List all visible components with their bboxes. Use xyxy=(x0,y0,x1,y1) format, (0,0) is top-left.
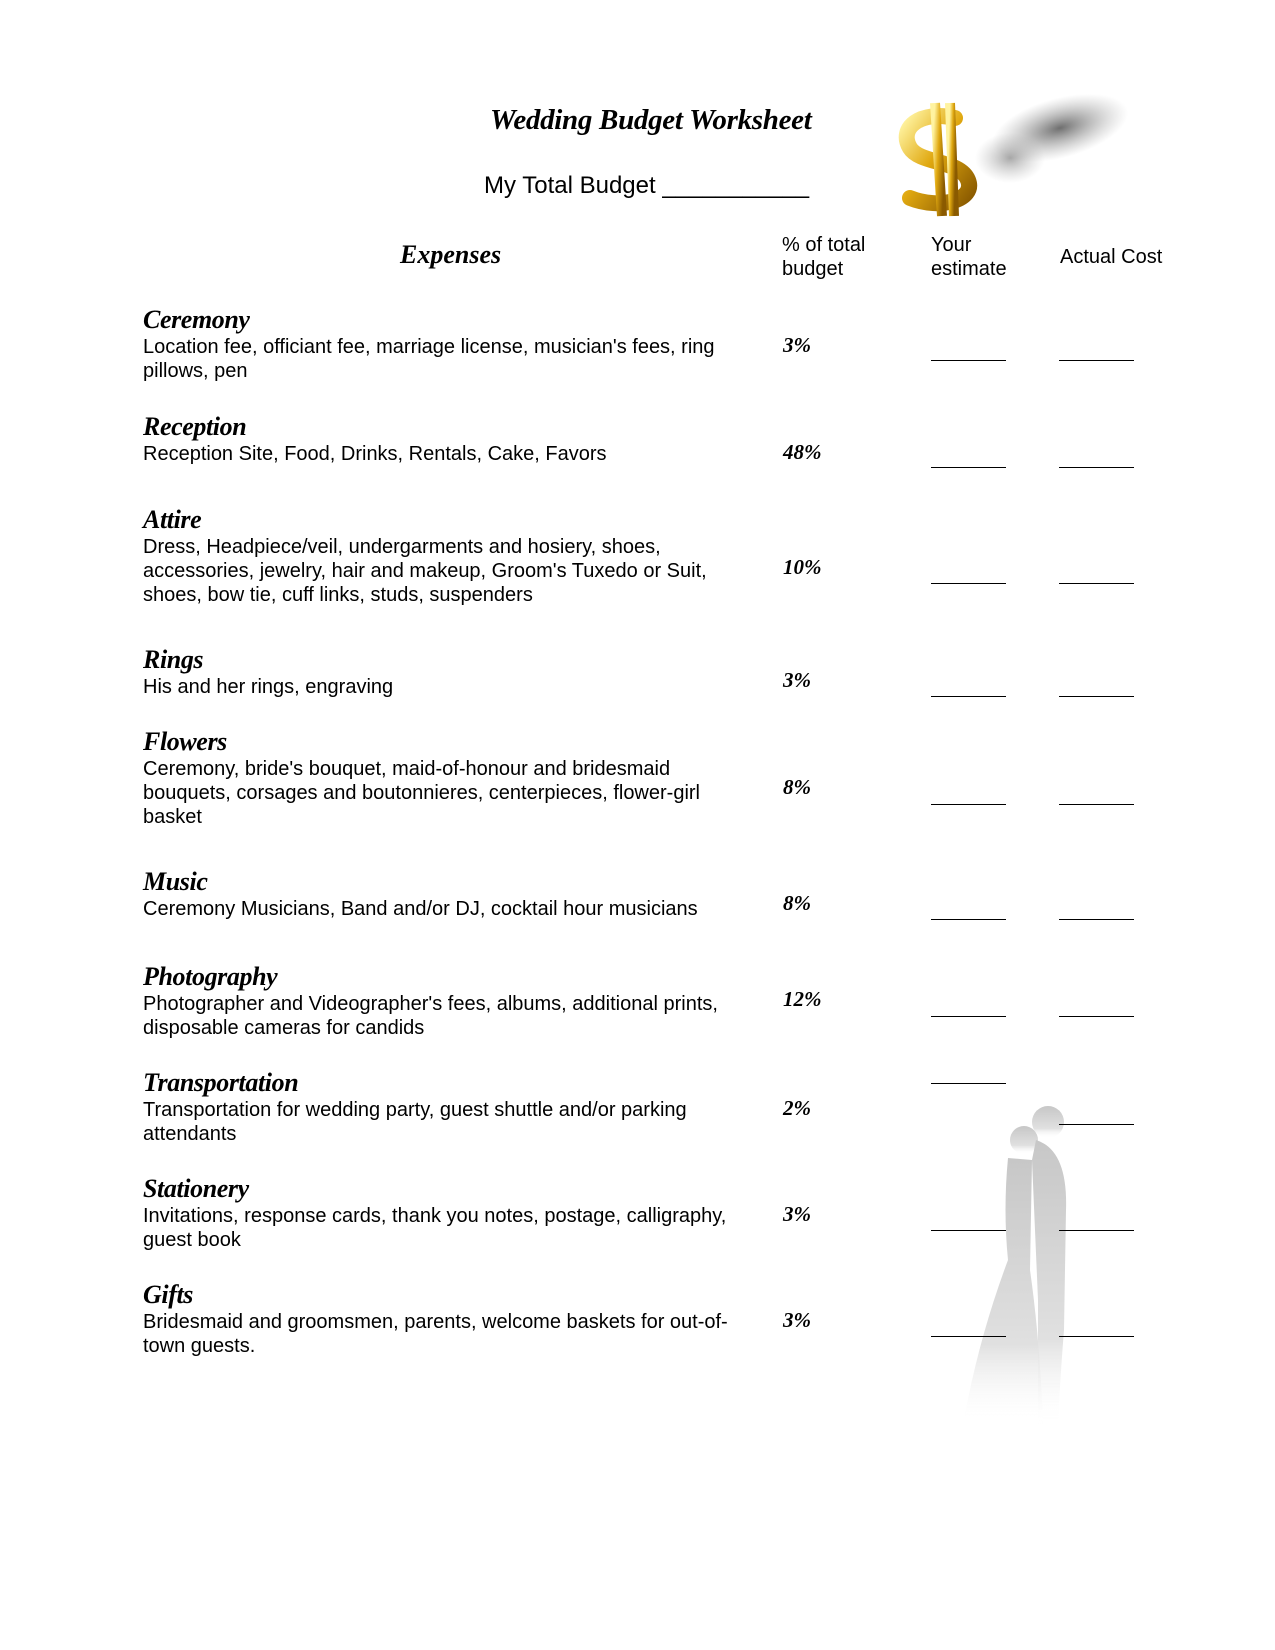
actual-cost-blank[interactable] xyxy=(1059,467,1134,468)
estimate-blank[interactable] xyxy=(931,467,1006,468)
estimate-blank[interactable] xyxy=(931,1230,1006,1231)
pct-value: 3% xyxy=(783,1308,811,1332)
pct-value: 12% xyxy=(783,987,822,1011)
category-title: Photography xyxy=(143,962,278,991)
category-description: Transportation for wedding party, guest shuttle and/or parking attendants xyxy=(143,1099,687,1145)
category-description: Photographer and Videographer's fees, albums, additional prints, disposable cameras for candids xyxy=(143,993,718,1039)
estimate-blank[interactable] xyxy=(931,583,1006,584)
category-title: Music xyxy=(143,867,208,896)
actual-cost-blank[interactable] xyxy=(1059,1124,1134,1125)
worksheet-title: Wedding Budget Worksheet xyxy=(490,104,812,136)
category-description: Reception Site, Food, Drinks, Rentals, Cake, Favors xyxy=(143,443,607,465)
pct-value: 2% xyxy=(783,1096,811,1120)
estimate-blank[interactable] xyxy=(931,1083,1006,1084)
category-title: Rings xyxy=(143,645,204,674)
category-description: Dress, Headpiece/veil, undergarments and hosiery, shoes, accessories, jewelry, hair and makeup, Groom's Tuxedo or Suit, shoes, bow tie, cuff links, studs, suspenders xyxy=(143,536,707,606)
category-description: Invitations, response cards, thank you notes, postage, calligraphy, guest book xyxy=(143,1205,727,1251)
category-title: Ceremony xyxy=(143,305,250,334)
estimate-blank[interactable] xyxy=(931,919,1006,920)
pct-value: 3% xyxy=(783,1202,811,1226)
actual-cost-blank[interactable] xyxy=(1059,360,1134,361)
actual-cost-blank[interactable] xyxy=(1059,1336,1134,1337)
category-title: Flowers xyxy=(143,727,227,756)
pct-of-budget-header: % of total budget xyxy=(782,234,866,280)
category-description: Location fee, officiant fee, marriage license, musician's fees, ring pillows, pen xyxy=(143,336,715,382)
estimate-blank[interactable] xyxy=(931,696,1006,697)
pct-value: 8% xyxy=(783,775,811,799)
category-title: Attire xyxy=(143,505,202,534)
pct-value: 48% xyxy=(783,440,822,464)
category-title: Gifts xyxy=(143,1280,194,1309)
category-title: Stationery xyxy=(143,1174,249,1203)
estimate-blank[interactable] xyxy=(931,360,1006,361)
estimate-blank[interactable] xyxy=(931,1016,1006,1017)
pct-value: 10% xyxy=(783,555,822,579)
actual-cost-blank[interactable] xyxy=(1059,583,1134,584)
category-description: Ceremony Musicians, Band and/or DJ, cocktail hour musicians xyxy=(143,898,698,920)
category-description: His and her rings, engraving xyxy=(143,676,394,698)
actual-cost-blank[interactable] xyxy=(1059,919,1134,920)
actual-cost-blank[interactable] xyxy=(1059,1016,1134,1017)
gold-dollar-sign-icon xyxy=(880,88,1160,228)
pct-value: 8% xyxy=(783,891,811,915)
estimate-blank[interactable] xyxy=(931,804,1006,805)
actual-cost-blank[interactable] xyxy=(1059,804,1134,805)
actual-cost-header: Actual Cost xyxy=(1060,246,1163,268)
pct-value: 3% xyxy=(783,668,811,692)
couple-silhouette-icon xyxy=(948,1100,1088,1425)
category-description: Ceremony, bride's bouquet, maid-of-honour and bridesmaid bouquets, corsages and boutonnieres, centerpieces, flower-girl basket xyxy=(143,758,700,828)
expenses-header: Expenses xyxy=(400,240,502,269)
category-title: Transportation xyxy=(143,1068,299,1097)
your-estimate-header: Your estimate xyxy=(931,234,1007,280)
category-description: Bridesmaid and groomsmen, parents, welcome baskets for out-of-town guests. xyxy=(143,1311,728,1357)
estimate-blank[interactable] xyxy=(931,1336,1006,1337)
category-title: Reception xyxy=(143,412,247,441)
pct-value: 3% xyxy=(783,333,811,357)
total-budget-field: My Total Budget ___________ xyxy=(484,172,810,199)
actual-cost-blank[interactable] xyxy=(1059,696,1134,697)
actual-cost-blank[interactable] xyxy=(1059,1230,1134,1231)
